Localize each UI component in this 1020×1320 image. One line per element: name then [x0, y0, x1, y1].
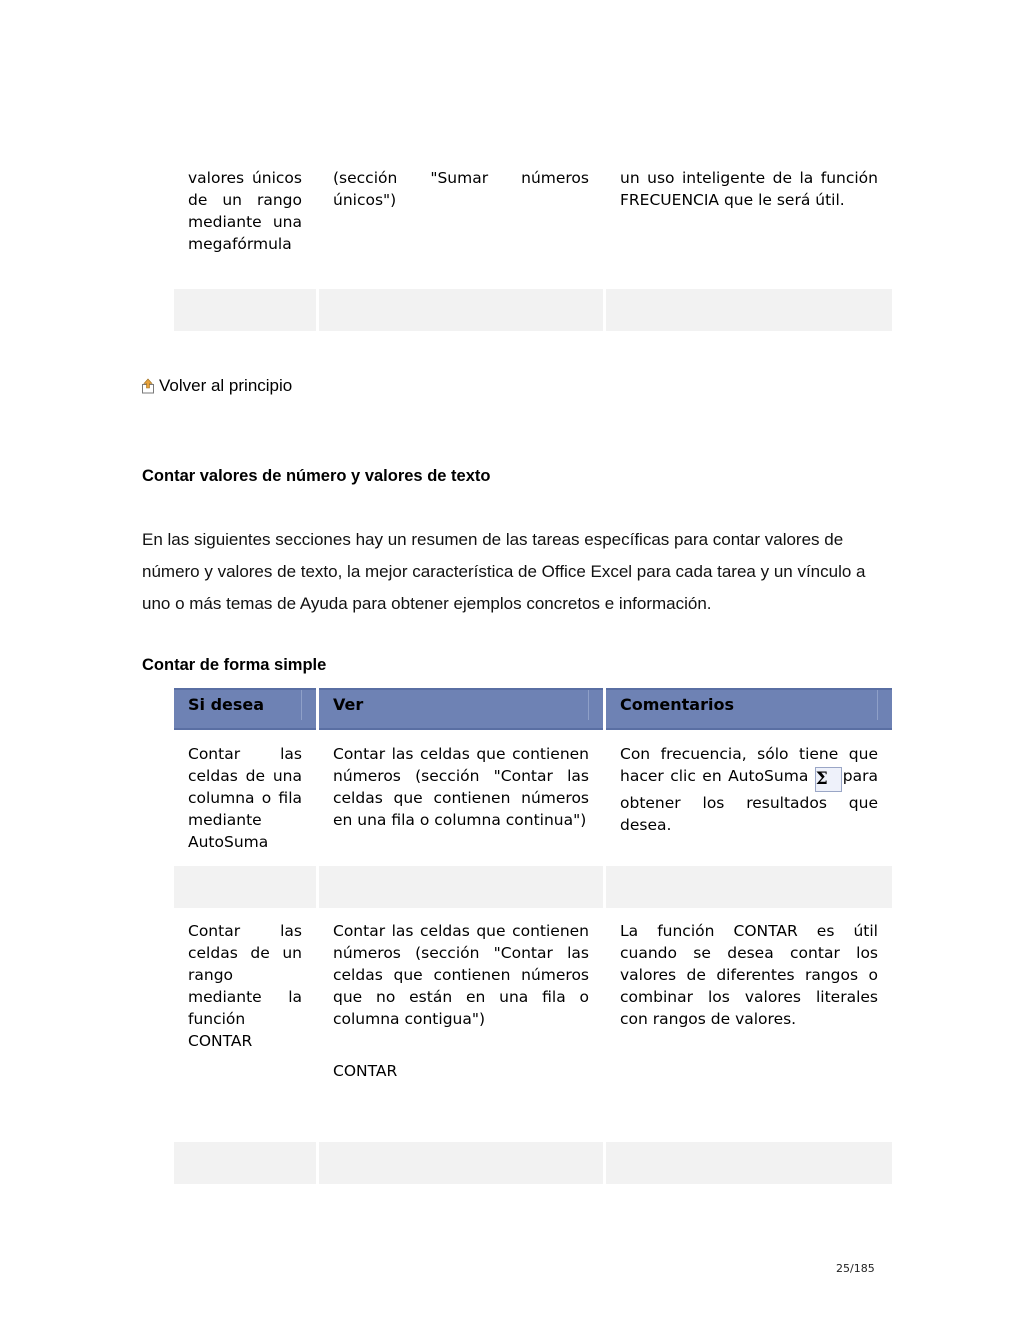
table-cell: Contar las celdas que contienen números (sección "Contar las celdas que contienen números en una fila o columna continua") [333, 745, 589, 829]
page-number: 25/185 [836, 1262, 875, 1275]
column-header: Ver [319, 688, 603, 730]
count-table [171, 688, 895, 1184]
empty-cell [174, 289, 316, 331]
function-link[interactable]: CONTAR [333, 1062, 398, 1080]
table-header-row [174, 688, 892, 730]
table-cell: valores únicos de un rango mediante una megafórmula [188, 169, 302, 253]
table-cell: (sección "Sumar números únicos") [333, 169, 589, 209]
table-row-empty [174, 289, 892, 331]
table-row-empty [174, 1142, 892, 1184]
back-to-top-link[interactable] [141, 376, 292, 396]
table-cell: La función CONTAR es útil cuando se desea contar los valores de diferentes rangos o combinar los valores literales con rangos de valores. [620, 922, 878, 1028]
cell-text-part: Con frecuencia, sólo tiene que hacer clic en AutoSuma [620, 745, 878, 785]
empty-cell [606, 289, 892, 331]
top-table [171, 167, 895, 331]
section-paragraph: En las siguientes secciones hay un resumen de las tareas específicas para contar valores de número y valores de texto, la mejor característica de Office Excel para cada tarea y un vínculo a uno o más temas de Ayuda para obtener ejemplos concretos e información. [142, 530, 866, 613]
subsection-title: Contar de forma simple [142, 656, 327, 674]
cell-text-part: para obtener los resultados que desea. [620, 767, 878, 834]
empty-cell [174, 866, 316, 908]
empty-cell [606, 1142, 892, 1184]
empty-cell [319, 1142, 603, 1184]
empty-cell [174, 1142, 316, 1184]
table-cell: Contar las celdas que contienen números (sección "Contar las celdas que contienen números que no están en una fila o columna contigua") [333, 922, 589, 1028]
table-cell: Contar las celdas de un rango mediante la función CONTAR [188, 922, 302, 1050]
table-cell: un uso inteligente de la función FRECUENCIA que le será útil. [620, 169, 878, 209]
empty-cell [606, 866, 892, 908]
table-row [174, 908, 892, 1142]
column-header: Comentarios [606, 688, 892, 730]
table-cell: Contar las celdas de una columna o fila mediante AutoSuma [188, 745, 302, 851]
table-row-empty [174, 866, 892, 908]
empty-cell [319, 289, 603, 331]
column-header: Si desea [174, 688, 316, 730]
section-title: Contar valores de número y valores de texto [142, 467, 491, 485]
empty-cell [319, 866, 603, 908]
table-row [174, 730, 892, 866]
back-to-top-icon [141, 378, 155, 394]
autosum-icon: Σ [815, 767, 842, 792]
table-row [174, 167, 892, 289]
back-to-top-label: Volver al principio [159, 376, 293, 395]
table-cell [620, 743, 878, 836]
